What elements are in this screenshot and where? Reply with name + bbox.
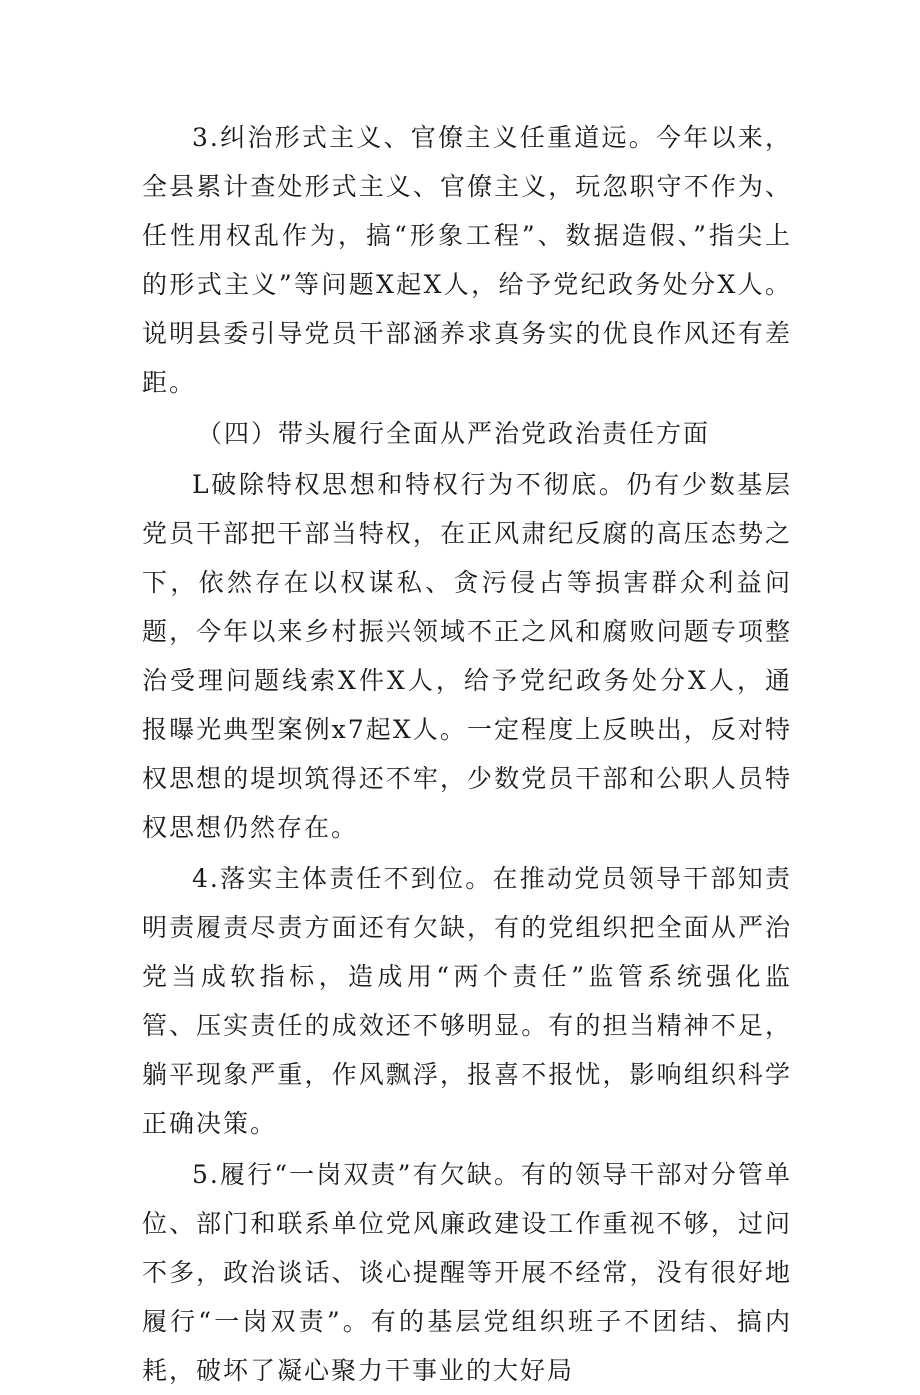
paragraph-formalism: 3.纠治形式主义、官僚主义任重道远。今年以来，全县累计查处形式主义、官僚主义，玩忽职守不作为、任性用权乱作为，搞“形象工程”、数据造假、”指尖上的形式主义”等问题X起X人，给予党纪政务处分X人。说明县委引导党员干部涵养求真务实的优良作风还有差距。 [142, 123, 792, 397]
paragraph-dual-responsibility: 5.履行“一岗双责”有欠缺。有的领导干部对分管单位、部门和联系单位党风廉政建设工作重视不够，过问不多，政治谈话、谈心提醒等开展不经常，没有很好地履行“一岗双责”。有的基层党组织班子不团结、搞内耗，破坏了凝心聚力干事业的大好局 [142, 1160, 792, 1385]
document-body [142, 113, 792, 1395]
paragraph-privilege: L破除特权思想和特权行为不彻底。仍有少数基层党员干部把干部当特权，在正风肃纪反腐的高压态势之下，依然存在以权谋私、贪污侵占等损害群众利益问题，今年以来乡村振兴领域不正之风和腐败问题专项整治受理问题线索X件X人，给予党纪政务处分X人，通报曝光典型案例x7起X人。一定程度上反映出，反对特权思想的堤坝筑得还不牢，少数党员干部和公职人员特权思想仍然存在。 [142, 470, 792, 842]
paragraph-main-responsibility: 4.落实主体责任不到位。在推动党员领导干部知责明责履责尽责方面还有欠缺，有的党组织把全面从严治党当成软指标，造成用“两个责任”监管系统强化监管、压实责任的成效还不够明显。有的担当精神不足，躺平现象严重，作风飘浮，报喜不报忧，影响组织科学正确决策。 [142, 864, 792, 1138]
section-heading-4: （四）带头履行全面从严治党政治责任方面 [197, 419, 711, 448]
